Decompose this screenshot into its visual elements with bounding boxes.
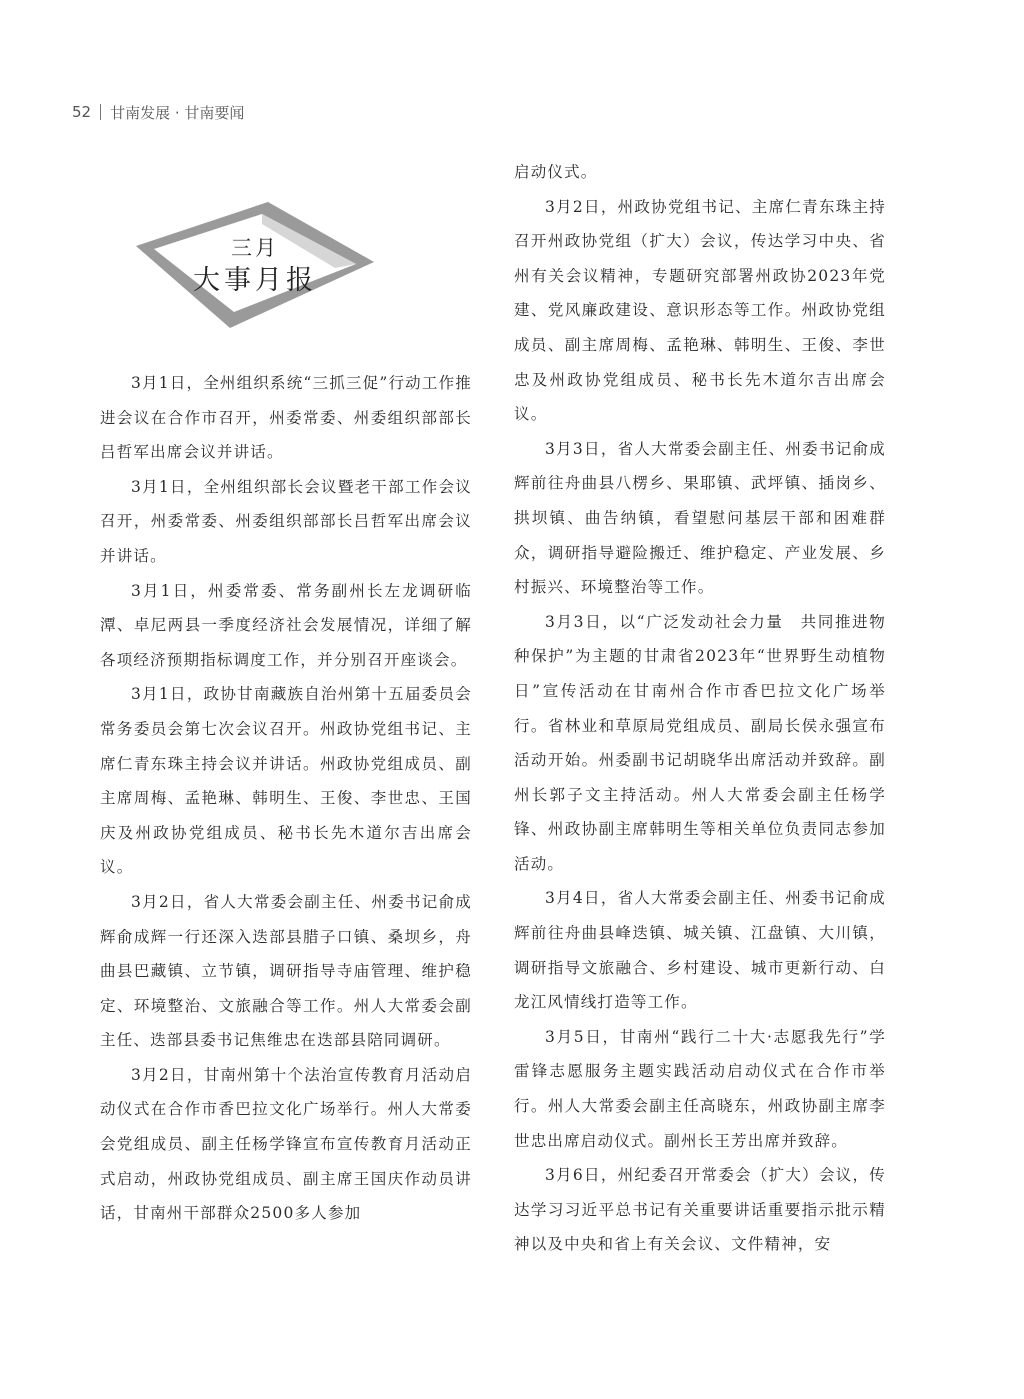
news-paragraph: 3月4日，省人大常委会副主任、州委书记俞成辉前往舟曲县峰迭镇、城关镇、江盘镇、大川镇，调研指导文旅融合、乡村建设、城市更新行动、白龙江风情线打造等工作。 [514, 889, 886, 1012]
header-divider [100, 104, 101, 120]
news-paragraph-continuation: 启动仪式。 [514, 163, 598, 181]
news-paragraph: 3月2日，省人大常委会副主任、州委书记俞成辉俞成辉一行还深入迭部县腊子口镇、桑坝乡，舟曲县巴藏镇、立节镇，调研指导寺庙管理、维护稳定、环境整治、文旅融合等工作。州人大常委会副主任、迭部县委书记焦维忠在迭部县陪同调研。 [100, 892, 472, 1050]
month-report-badge [130, 194, 380, 334]
right-column [514, 155, 886, 1262]
badge-title: 大事月报 [193, 265, 317, 296]
news-paragraph: 3月5日，甘南州“践行二十大·志愿我先行”学雷锋志愿服务主题实践活动启动仪式在合作市举行。州人大常委会副主任高晓东，州政协副主席李世忠出席启动仪式。副州长王芳出席并致辞。 [514, 1027, 886, 1150]
badge-month: 三月 [231, 236, 279, 260]
news-paragraph: 3月1日，州委常委、常务副州长左龙调研临潭、卓尼两县一季度经济社会发展情况，详细了解各项经济预期指标调度工作，并分别召开座谈会。 [100, 581, 472, 669]
section-title: 甘南发展 · 甘南要闻 [110, 103, 245, 122]
news-paragraph: 3月2日，州政协党组书记、主席仁青东珠主持召开州政协党组（扩大）会议，传达学习中央、省州有关会议精神，专题研究部署州政协2023年党建、党风廉政建设、意识形态等工作。州政协党组成员、副主席周梅、孟艳琳、韩明生、王俊、李世忠及州政协党组成员、秘书长先木道尔吉出席会议。 [514, 197, 886, 424]
news-paragraph: 3月3日，省人大常委会副主任、州委书记俞成辉前往舟曲县八楞乡、果耶镇、武坪镇、插岗乡、拱坝镇、曲告纳镇，看望慰问基层干部和困难群众，调研指导避险搬迁、维护稳定、产业发展、乡村振兴、环境整治等工作。 [514, 439, 886, 597]
news-paragraph: 3月1日，全州组织系统“三抓三促”行动工作推进会议在合作市召开，州委常委、州委组织部部长吕哲军出席会议并讲话。 [100, 374, 472, 462]
news-paragraph: 3月1日，政协甘南藏族自治州第十五届委员会常务委员会第七次会议召开。州政协党组书记、主席仁青东珠主持会议并讲话。州政协党组成员、副主席周梅、孟艳琳、韩明生、王俊、李世忠、王国庆及州政协党组成员、秘书长先木道尔吉出席会议。 [100, 685, 472, 877]
news-paragraph: 3月6日，州纪委召开常委会（扩大）会议，传达学习习近平总书记有关重要讲话重要指示批示精神以及中央和省上有关会议、文件精神，安 [514, 1166, 886, 1254]
page-header [72, 100, 244, 124]
page-number: 52 [72, 103, 92, 121]
left-column [100, 366, 472, 1231]
news-paragraph: 3月3日，以“广泛发动社会力量 共同推进物种保护”为主题的甘肃省2023年“世界野生动植物日”宣传活动在甘南州合作市香巴拉文化广场举行。省林业和草原局党组成员、副局长侯永强宣布活动开始。州委副书记胡晓华出席活动并致辞。副州长郭子文主持活动。州人大常委会副主任杨学锋、州政协副主席韩明生等相关单位负责同志参加活动。 [514, 612, 886, 873]
news-paragraph: 3月2日，甘南州第十个法治宣传教育月活动启动仪式在合作市香巴拉文化广场举行。州人大常委会党组成员、副主任杨学锋宣布宣传教育月活动正式启动，州政协党组成员、副主席王国庆作动员讲话，甘南州干部群众2500多人参加 [100, 1065, 472, 1223]
news-paragraph: 3月1日，全州组织部长会议暨老干部工作会议召开，州委常委、州委组织部部长吕哲军出席会议并讲话。 [100, 477, 472, 565]
